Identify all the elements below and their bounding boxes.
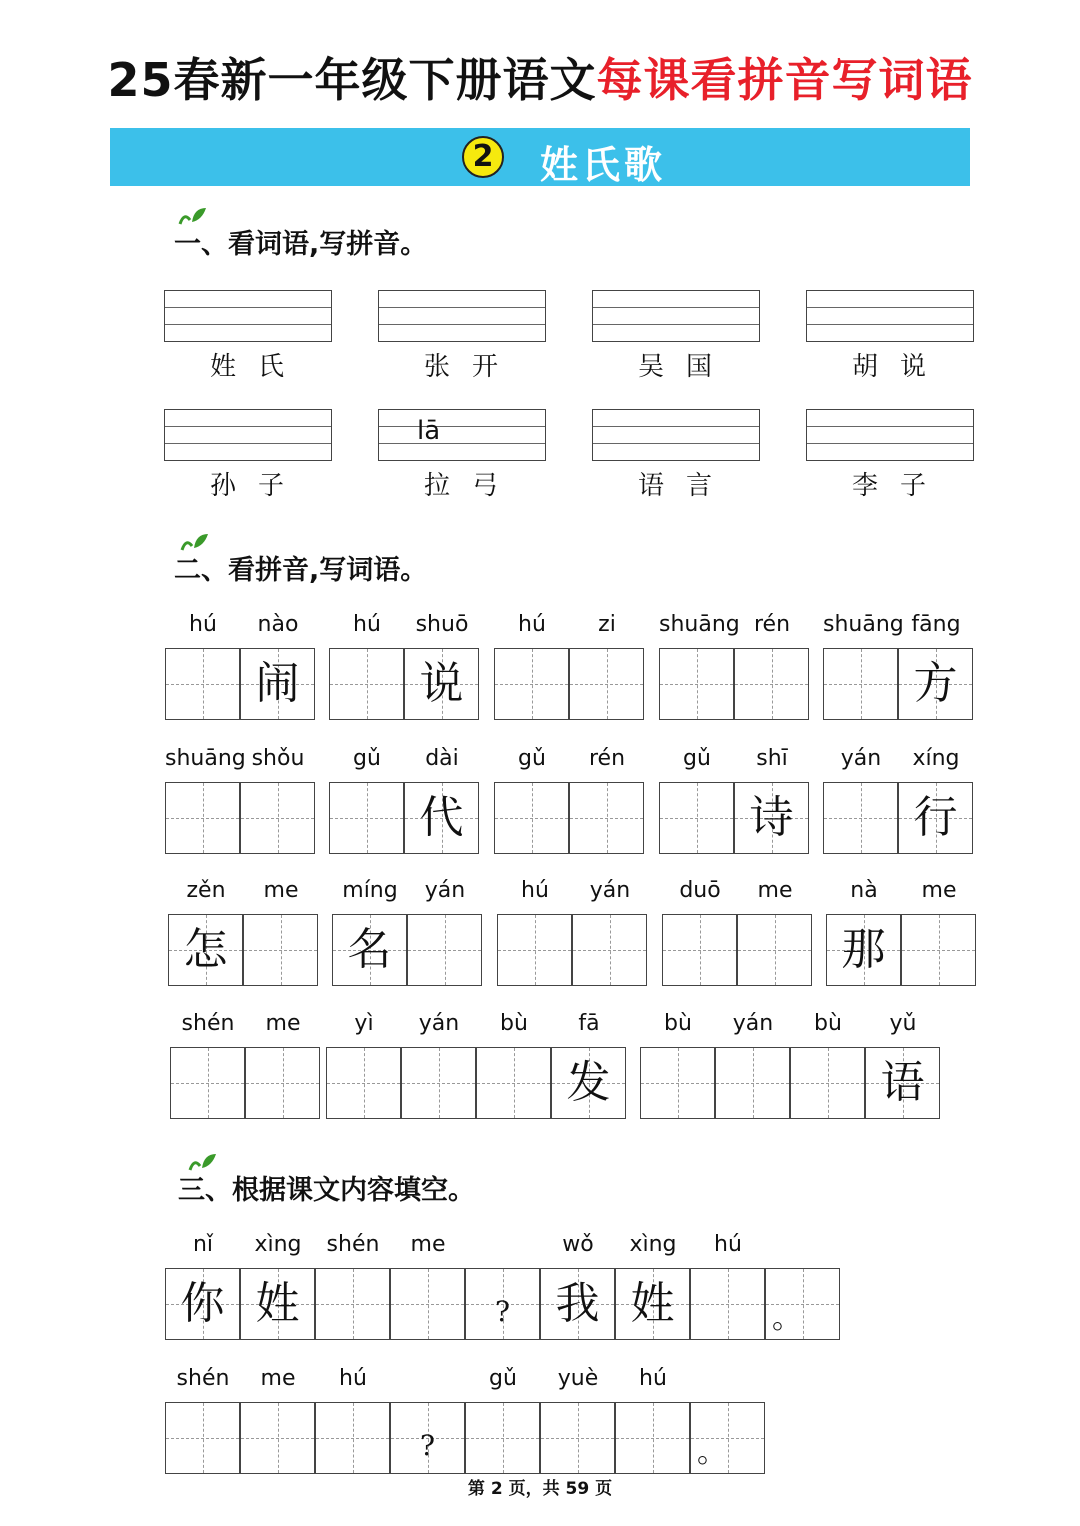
word-label: 语言 (637, 471, 734, 501)
pinyin-label: me (757, 878, 793, 903)
tianzige-cell[interactable] (465, 1402, 540, 1474)
pinyin-label: shén (176, 1366, 230, 1391)
given-character: 闹 (255, 658, 300, 709)
pinyin-label: bù (664, 1011, 692, 1036)
tianzige-cell[interactable] (690, 1402, 765, 1474)
tianzige-cell[interactable] (326, 1047, 401, 1119)
tianzige-cell[interactable] (165, 1268, 240, 1340)
pinyin-label: xìng (629, 1232, 677, 1257)
word-label: 吴国 (637, 352, 734, 382)
lesson-banner (110, 128, 970, 186)
given-character: 方 (913, 658, 958, 709)
tianzige-cell[interactable] (765, 1268, 840, 1340)
tianzige-cell[interactable] (640, 1047, 715, 1119)
pinyin-label: shuāng (659, 612, 740, 637)
pinyin-label: yán (424, 878, 466, 903)
pinyin-writing-box[interactable] (592, 409, 760, 461)
pinyin-label: zi (598, 612, 616, 637)
pinyin-label: me (921, 878, 957, 903)
pinyin-label: hú (353, 612, 381, 637)
pinyin-writing-box[interactable] (378, 290, 546, 342)
pinyin-label: yán (418, 1011, 460, 1036)
tianzige-cell[interactable] (332, 914, 407, 986)
pinyin-label: shuō (415, 612, 469, 637)
pinyin-label: dài (425, 746, 459, 771)
pinyin-label: shǒu (251, 746, 305, 771)
section-3-heading: 三、根据课文内容填空。 (178, 1175, 475, 1206)
tianzige-cell[interactable] (404, 648, 479, 720)
tianzige-cell[interactable] (690, 1268, 765, 1340)
tianzige-cell[interactable] (315, 1402, 390, 1474)
tianzige-cell[interactable] (465, 1268, 540, 1340)
tianzige-cell[interactable] (329, 648, 404, 720)
tianzige-cell[interactable] (401, 1047, 476, 1119)
word-label: 李子 (851, 471, 948, 501)
tianzige-cell[interactable] (168, 914, 243, 986)
pinyin-label: yán (840, 746, 882, 771)
pinyin-label: fā (578, 1011, 600, 1036)
tianzige-cell[interactable] (497, 914, 572, 986)
tianzige-cell[interactable] (404, 782, 479, 854)
word-label: 姓氏 (209, 352, 306, 382)
pinyin-label: hú (521, 878, 549, 903)
pinyin-label: hú (639, 1366, 667, 1391)
tianzige-cell[interactable] (540, 1402, 615, 1474)
word-label: 孙子 (209, 471, 306, 501)
pinyin-label: me (265, 1011, 301, 1036)
tianzige-cell[interactable] (715, 1047, 790, 1119)
pinyin-label: yán (589, 878, 631, 903)
word-label: 胡说 (851, 352, 948, 382)
tianzige-cell[interactable] (551, 1047, 626, 1119)
lesson-number-badge: 2 (462, 136, 504, 178)
pinyin-label: yán (732, 1011, 774, 1036)
given-character: 那 (841, 924, 886, 975)
pinyin-label: hú (518, 612, 546, 637)
page-title (0, 44, 1080, 110)
tianzige-cell[interactable] (901, 914, 976, 986)
tianzige-cell[interactable] (540, 1268, 615, 1340)
title-red: 每课看拼音写词语 (596, 53, 973, 107)
punctuation-mark: 。 (772, 1301, 802, 1336)
pinyin-label: nào (257, 612, 299, 637)
tianzige-cell[interactable] (165, 1402, 240, 1474)
pinyin-label: shuāng (823, 612, 904, 637)
tianzige-cell[interactable] (823, 648, 898, 720)
punctuation-mark: 。 (697, 1435, 727, 1470)
pinyin-writing-box[interactable] (592, 290, 760, 342)
tianzige-cell[interactable] (170, 1047, 245, 1119)
given-character: 名 (347, 924, 392, 975)
pinyin-label: fāng (911, 612, 961, 637)
word-label: 拉弓 (423, 471, 520, 501)
tianzige-cell[interactable] (240, 1402, 315, 1474)
tianzige-cell[interactable] (240, 648, 315, 720)
pinyin-hint: lā (417, 416, 441, 446)
pinyin-label: rén (753, 612, 791, 637)
pinyin-label: shén (326, 1232, 380, 1257)
tianzige-cell[interactable] (569, 648, 644, 720)
pinyin-writing-box[interactable] (164, 290, 332, 342)
pinyin-label: nǐ (192, 1232, 214, 1257)
pinyin-label: hú (339, 1366, 367, 1391)
given-character: 诗 (749, 792, 794, 843)
lesson-title: 姓氏歌 (540, 143, 667, 187)
tianzige-cell[interactable] (734, 782, 809, 854)
tianzige-cell[interactable] (659, 782, 734, 854)
given-character: 发 (566, 1057, 611, 1108)
tianzige-cell[interactable] (494, 782, 569, 854)
given-character: 语 (880, 1057, 925, 1108)
pinyin-label: gǔ (518, 746, 546, 771)
pinyin-writing-box[interactable] (806, 290, 974, 342)
pinyin-label: yuè (557, 1366, 599, 1391)
tianzige-cell[interactable] (329, 782, 404, 854)
tianzige-cell[interactable] (240, 782, 315, 854)
pinyin-writing-box[interactable] (378, 409, 546, 461)
tianzige-cell[interactable] (662, 914, 737, 986)
pinyin-label: míng (342, 878, 398, 903)
tianzige-cell[interactable] (615, 1268, 690, 1340)
tianzige-cell[interactable] (615, 1402, 690, 1474)
given-character: 行 (913, 792, 958, 843)
page-footer: 第 2 页，共 59 页 (467, 1479, 613, 1499)
given-character: 你 (180, 1278, 225, 1329)
tianzige-cell[interactable] (737, 914, 812, 986)
pinyin-label: me (410, 1232, 446, 1257)
pinyin-label: xìng (254, 1232, 302, 1257)
tianzige-cell[interactable] (569, 782, 644, 854)
punctuation-mark: ? (419, 1429, 435, 1462)
pinyin-label: bù (500, 1011, 528, 1036)
pinyin-label: shī (756, 746, 788, 771)
pinyin-label: me (263, 878, 299, 903)
section-1-heading: 一、看词语,写拼音。 (174, 229, 428, 260)
tianzige-cell[interactable] (572, 914, 647, 986)
title-black: 25春新一年级下册语文 (107, 53, 597, 107)
tianzige-cell[interactable] (898, 782, 973, 854)
tianzige-cell[interactable] (243, 914, 318, 986)
given-character: 姓 (630, 1278, 675, 1329)
tianzige-cell[interactable] (823, 782, 898, 854)
pinyin-label: yì (354, 1011, 374, 1036)
tianzige-cell[interactable] (826, 914, 901, 986)
given-character: 代 (419, 792, 464, 843)
pinyin-label: zěn (186, 878, 226, 903)
tianzige-cell[interactable] (734, 648, 809, 720)
pinyin-label: nà (850, 878, 878, 903)
tianzige-cell[interactable] (898, 648, 973, 720)
tianzige-cell[interactable] (240, 1268, 315, 1340)
pinyin-label: gǔ (489, 1366, 517, 1391)
given-character: 怎 (183, 924, 228, 975)
pinyin-label: wǒ (562, 1232, 594, 1257)
pinyin-label: shuāng (165, 746, 246, 771)
tianzige-cell[interactable] (790, 1047, 865, 1119)
tianzige-cell[interactable] (390, 1268, 465, 1340)
pinyin-writing-box[interactable] (806, 409, 974, 461)
given-character: 我 (555, 1278, 600, 1329)
pinyin-label: duō (679, 878, 721, 903)
pinyin-label: hú (714, 1232, 742, 1257)
pinyin-label: gǔ (353, 746, 381, 771)
given-character: 姓 (255, 1278, 300, 1329)
pinyin-label: yǔ (889, 1011, 917, 1036)
tianzige-cell[interactable] (165, 782, 240, 854)
tianzige-cell[interactable] (165, 648, 240, 720)
pinyin-label: xíng (912, 746, 960, 771)
tianzige-cell[interactable] (390, 1402, 465, 1474)
pinyin-label: gǔ (683, 746, 711, 771)
pinyin-label: me (260, 1366, 296, 1391)
tianzige-cell[interactable] (476, 1047, 551, 1119)
tianzige-cell[interactable] (659, 648, 734, 720)
pinyin-label: shén (181, 1011, 235, 1036)
tianzige-cell[interactable] (315, 1268, 390, 1340)
pinyin-writing-box[interactable] (164, 409, 332, 461)
given-character: 说 (419, 658, 464, 709)
pinyin-label: bù (814, 1011, 842, 1036)
pinyin-label: rén (588, 746, 626, 771)
tianzige-cell[interactable] (407, 914, 482, 986)
punctuation-mark: ? (494, 1295, 510, 1328)
tianzige-cell[interactable] (494, 648, 569, 720)
pinyin-label: hú (189, 612, 217, 637)
tianzige-cell[interactable] (245, 1047, 320, 1119)
tianzige-cell[interactable] (865, 1047, 940, 1119)
word-label: 张开 (423, 352, 520, 382)
section-2-heading: 二、看拼音,写词语。 (174, 555, 428, 586)
